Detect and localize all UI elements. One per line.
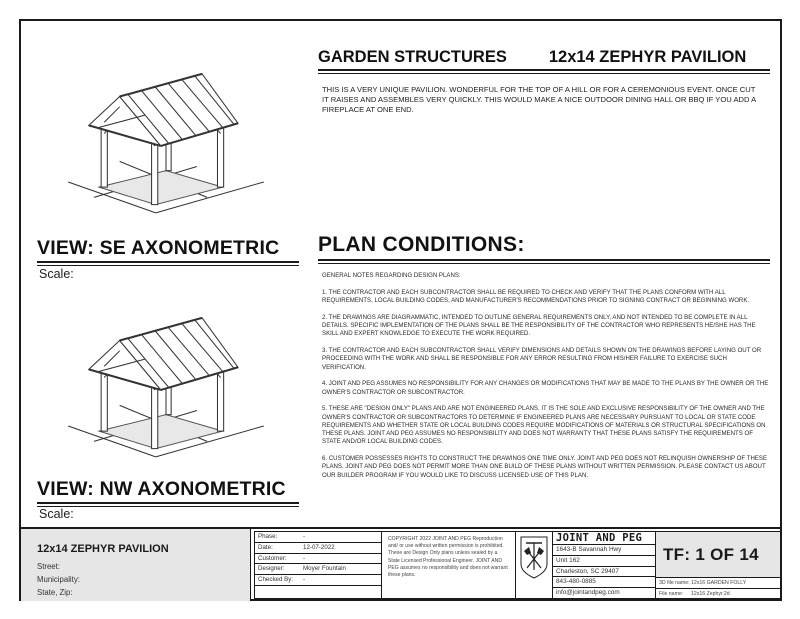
file-name-row: File name: 12x16 Zephyr.2d: [659, 590, 730, 597]
plan-conditions-rule: [318, 259, 770, 264]
company-name: JOINT AND PEG: [553, 532, 655, 545]
note-item: 1. THE CONTRACTOR AND EACH SUBCONTRACTOR SHALL BE REQUIRED TO CHECK AND VERIFY THAT THE PLANS CONFORM WITH ALL REQUIREMENTS, LOCAL BUILDING CODES, AND MANUFACTURER'S RECOMMENDATIONS PRIOR TO SIGNING CONTRACT OR BEGINNING WORK.: [322, 288, 750, 304]
view-title-rule: [37, 261, 299, 266]
sheet-info: [656, 531, 780, 599]
drawing-sheet: [19, 19, 782, 601]
page-title: [318, 48, 770, 67]
title-block: [21, 527, 780, 599]
company-info: [552, 531, 656, 599]
copyright-notice: COPYRIGHT 2022 JOINT AND PEG Reproduction and/ or use without written permission is prohibited. These are Design Only plans unless sealed by a State Licensed Professional Engineer. JOINT AND PEG assumes no responsibility and does not warrant these plans.: [382, 531, 516, 599]
municipality-label: Municipality:: [37, 575, 80, 584]
street-label: Street:: [37, 562, 60, 571]
category-title: GARDEN STRUCTURES: [318, 48, 507, 66]
pavilion-drawing-icon: [61, 287, 271, 462]
view-title-nw: VIEW: NW AXONOMETRIC: [37, 478, 286, 500]
plan-conditions-title: PLAN CONDITIONS:: [318, 233, 525, 256]
view-title-se: VIEW: SE AXONOMETRIC: [37, 237, 280, 259]
project-title: 12x14 ZEPHYR PAVILION: [548, 48, 747, 66]
nw-axonometric-drawing: [61, 287, 271, 462]
project-meta-table: [254, 531, 382, 599]
note-item: 4. JOINT AND PEG ASSUMES NO RESPONSIBILITY FOR ANY CHANGES OR MODIFICATIONS THAT MAY BE MADE TO THE PLANS BY THE OWNER OR THE OWNER'S CONTRACTOR OR SUBCONTRACTOR.: [322, 380, 769, 396]
note-item: 3. THE CONTRACTOR AND EACH SUBCONTRACTOR SHALL VERIFY DIMENSIONS AND DETAILS SHOWN ON THE DRAWINGS BEFORE LAYING OUT OR PROCEEDING WITH THE WORK AND SHALL BE RESPONSIBLE FOR ANY ERROR RESULTING FROM HIS/HER FAILURE TO EXERCISE SUCH VERIFICATION.: [322, 346, 762, 371]
meta-row-designer: Designer: Moyer Fountain: [255, 564, 381, 575]
note-item: 2. THE DRAWINGS ARE DIAGRAMMATIC, INTENDED TO OUTLINE GENERAL REQUIREMENTS ONLY, AND NOT INTENDED TO BE COMPLETE IN ALL DETAILS. SPECIFIC IMPLEMENTATION OF THE PLANS SHALL BE THE RESPONSIBILITY OF THE CONTRACTOR WHO REPRESENTS HE/SHE HAS THE SKILL AND EXPERT KNOWLEDGE TO EXECUTE THE WORK REQUIRED.: [322, 313, 756, 338]
view-scale-se: Scale:: [39, 267, 74, 281]
company-email[interactable]: info@jointandpeg.com: [556, 589, 620, 597]
view-title-rule: [37, 502, 299, 507]
meta-row-customer: Customer: -: [255, 554, 381, 565]
project-name: 12x14 ZEPHYR PAVILION: [37, 543, 169, 555]
project-info-panel: [21, 529, 251, 601]
project-description: THIS IS A VERY UNIQUE PAVILION. WONDERFUL FOR THE TOP OF A HILL OR FOR A CEREMONIOUS EVENT. ONCE CUT IT RAISES AND ASSEMBLES VERY QUICKLY. THIS WOULD MAKE A NICE OUTDOOR DINING HALL OR BBQ IF YOU ADD A FIREPLACE AT ONE END.: [322, 85, 756, 115]
company-address-2: Unit 162: [553, 556, 655, 567]
note-item: 6. CUSTOMER POSSESSES RIGHTS TO CONSTRUCT THE DRAWINGS ONE TIME ONLY. JOINT AND PEG DOES NOT RELINQUISH OWNERSHIP OF THESE PLANS. JOINT AND PEG DOES NOT PERMIT MORE THAN ONE BUILD OF THESE PLANS WITHOUT WRITTEN PERMISSION. PLEASE CONTACT US ABOUT OUR BUILDER PROGRAM IF YOU WOULD LIKE TO DISCUSS LICENSED USE OF THIS PLAN.: [322, 455, 768, 479]
pavilion-drawing-icon: [61, 43, 271, 218]
meta-row-phase: Phase: -: [255, 532, 381, 543]
se-axonometric-drawing: [61, 43, 271, 218]
company-phone: 843-480-0885: [553, 577, 655, 588]
meta-row-checked-by: Checked By: -: [255, 575, 381, 586]
shield-axes-logo-icon: [518, 534, 550, 580]
state-zip-label: State, Zip:: [37, 588, 73, 597]
company-logo: [516, 531, 552, 599]
company-city: Charleston, SC 29407: [553, 567, 655, 578]
notes-intro: GENERAL NOTES REGARDING DESIGN PLANS:: [322, 272, 461, 279]
view-scale-nw: Scale:: [39, 507, 74, 521]
header-rule: [318, 69, 770, 74]
meta-row-date: Date: 12-07-2022: [255, 543, 381, 554]
plan-conditions-notes: [322, 272, 772, 488]
model-file-row: 3D file name: 12x16 GARDEN FOLLY: [656, 578, 780, 589]
sheet-number: TF: 1 OF 14: [656, 532, 780, 578]
company-address-1: 1643-B Savannah Hwy: [553, 545, 655, 556]
note-item: 5. THESE ARE "DESIGN ONLY" PLANS AND ARE NOT ENGINEERED PLANS. IT IS THE SOLE AND EXCLUSIVE RESPONSIBILITY OF THE OWNER AND THE OWNER'S CONTRACTOR OR SUBCONTRACTORS TO DETERMINE IF ENGINEERED PLANS ARE NECESSARY PURSUANT TO LOCAL OR STATE CODE REQUIREMENTS AND WHETHER STATE OR LOCAL BUILDING CODES REQUIRE MODIFICATIONS OF MATERIALS OR STRUCTURAL SPECIFICATIONS ON THESE PLANS. JOINT AND PEG ASSUMES NO RESPONSIBILITY AND DOES NOT WARRANTY THAT THESE PLANS SATISFY THE REQUIREMENTS OF STATE AND/OR LOCAL BUILDING CODES.: [322, 405, 766, 446]
